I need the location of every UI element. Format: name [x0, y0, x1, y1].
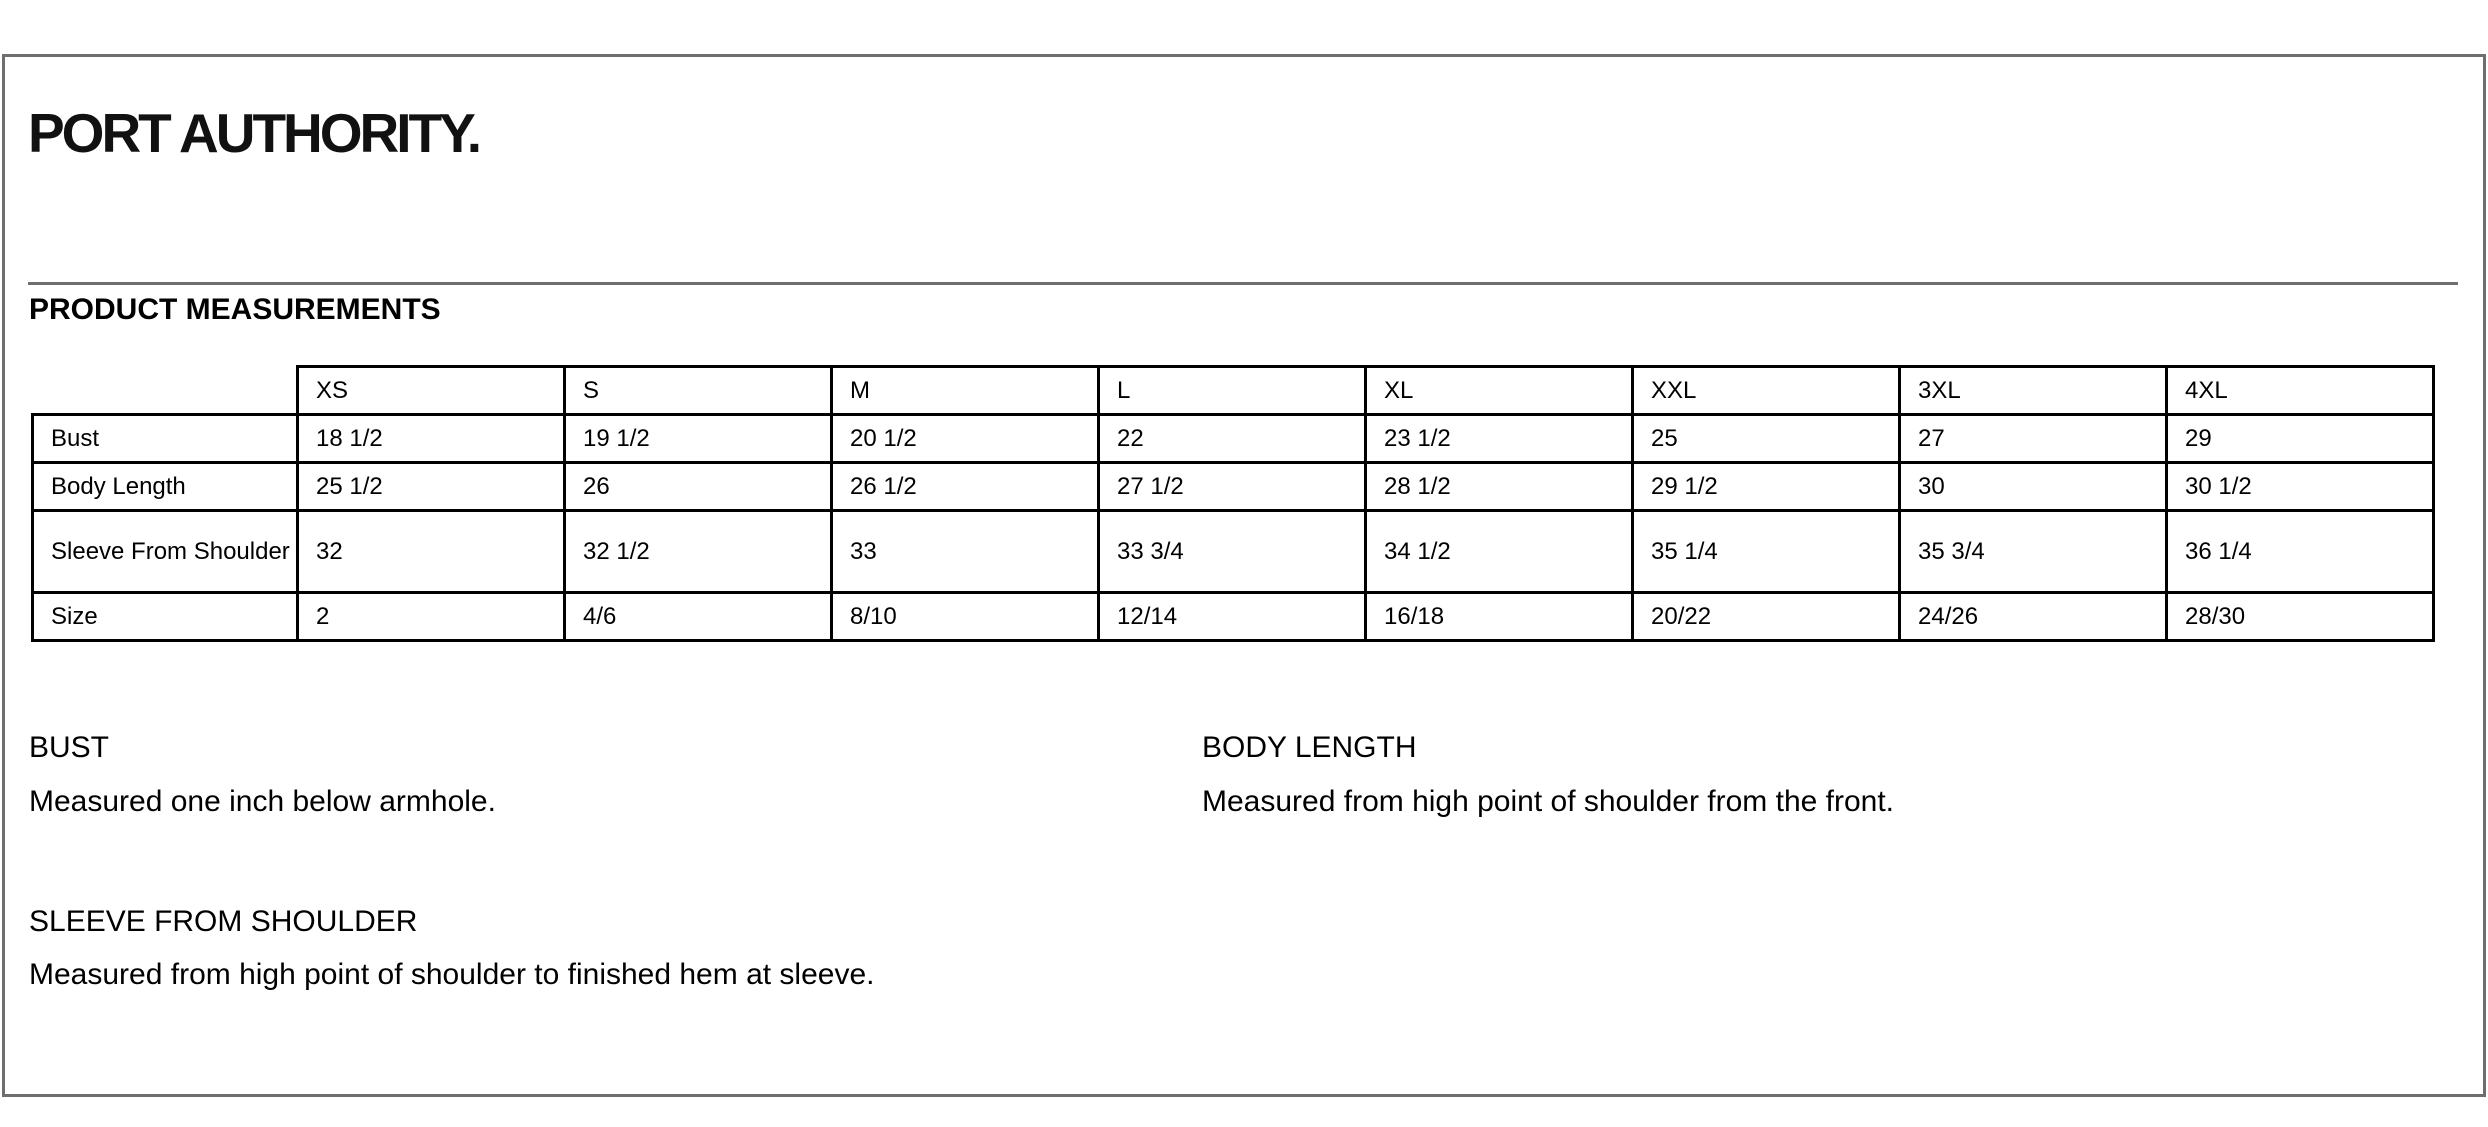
- table-cell: 28 1/2: [1366, 463, 1633, 511]
- sleeve-note-title: SLEEVE FROM SHOULDER: [29, 905, 418, 938]
- table-cell: 26 1/2: [832, 463, 1099, 511]
- size-header: L: [1099, 367, 1366, 415]
- table-cell: 24/26: [1900, 593, 2167, 641]
- table-cell: 35 1/4: [1633, 511, 1900, 593]
- size-header: M: [832, 367, 1099, 415]
- row-label: Bust: [33, 415, 298, 463]
- row-label: Size: [33, 593, 298, 641]
- table-row: [33, 415, 2434, 463]
- table-cell: 20 1/2: [832, 415, 1099, 463]
- table-cell: 12/14: [1099, 593, 1366, 641]
- table-cell: 33 3/4: [1099, 511, 1366, 593]
- table-corner-cell: [33, 367, 298, 415]
- size-header: S: [565, 367, 832, 415]
- table-cell: 23 1/2: [1366, 415, 1633, 463]
- table-cell: 19 1/2: [565, 415, 832, 463]
- table-cell: 35 3/4: [1900, 511, 2167, 593]
- table-cell: 2: [298, 593, 565, 641]
- size-header: XL: [1366, 367, 1633, 415]
- table-cell: 27: [1900, 415, 2167, 463]
- table-cell: 20/22: [1633, 593, 1900, 641]
- size-header: 4XL: [2167, 367, 2434, 415]
- measurements-table: [31, 365, 2435, 642]
- table-cell: 30: [1900, 463, 2167, 511]
- table-cell: 25 1/2: [298, 463, 565, 511]
- table-cell: 36 1/4: [2167, 511, 2434, 593]
- brand-logo: PORT AUTHORITY.: [28, 102, 480, 164]
- table-cell: 30 1/2: [2167, 463, 2434, 511]
- table-cell: 32 1/2: [565, 511, 832, 593]
- table-cell: 26: [565, 463, 832, 511]
- table-cell: 27 1/2: [1099, 463, 1366, 511]
- divider: [28, 282, 2458, 285]
- table-row: [33, 511, 2434, 593]
- table-cell: 22: [1099, 415, 1366, 463]
- row-label: Body Length: [33, 463, 298, 511]
- table-cell: 33: [832, 511, 1099, 593]
- size-header: XXL: [1633, 367, 1900, 415]
- table-row: [33, 593, 2434, 641]
- body-length-note-text: Measured from high point of shoulder from the front.: [1202, 785, 1895, 818]
- table-header-row: [33, 367, 2434, 415]
- size-header: 3XL: [1900, 367, 2167, 415]
- table-cell: 4/6: [565, 593, 832, 641]
- table-cell: 18 1/2: [298, 415, 565, 463]
- section-title: PRODUCT MEASUREMENTS: [29, 293, 441, 326]
- sleeve-note-text: Measured from high point of shoulder to finished hem at sleeve.: [29, 958, 875, 991]
- table-cell: 28/30: [2167, 593, 2434, 641]
- table-cell: 16/18: [1366, 593, 1633, 641]
- table-cell: 8/10: [832, 593, 1099, 641]
- bust-note-title: BUST: [29, 731, 110, 764]
- body-length-note-title: BODY LENGTH: [1202, 731, 1417, 764]
- size-header: XS: [298, 367, 565, 415]
- table-cell: 29 1/2: [1633, 463, 1900, 511]
- table-cell: 25: [1633, 415, 1900, 463]
- table-cell: 32: [298, 511, 565, 593]
- bust-note-text: Measured one inch below armhole.: [29, 785, 496, 818]
- table-row: [33, 463, 2434, 511]
- table-cell: 29: [2167, 415, 2434, 463]
- row-label: Sleeve From Shoulder: [33, 511, 298, 593]
- table-cell: 34 1/2: [1366, 511, 1633, 593]
